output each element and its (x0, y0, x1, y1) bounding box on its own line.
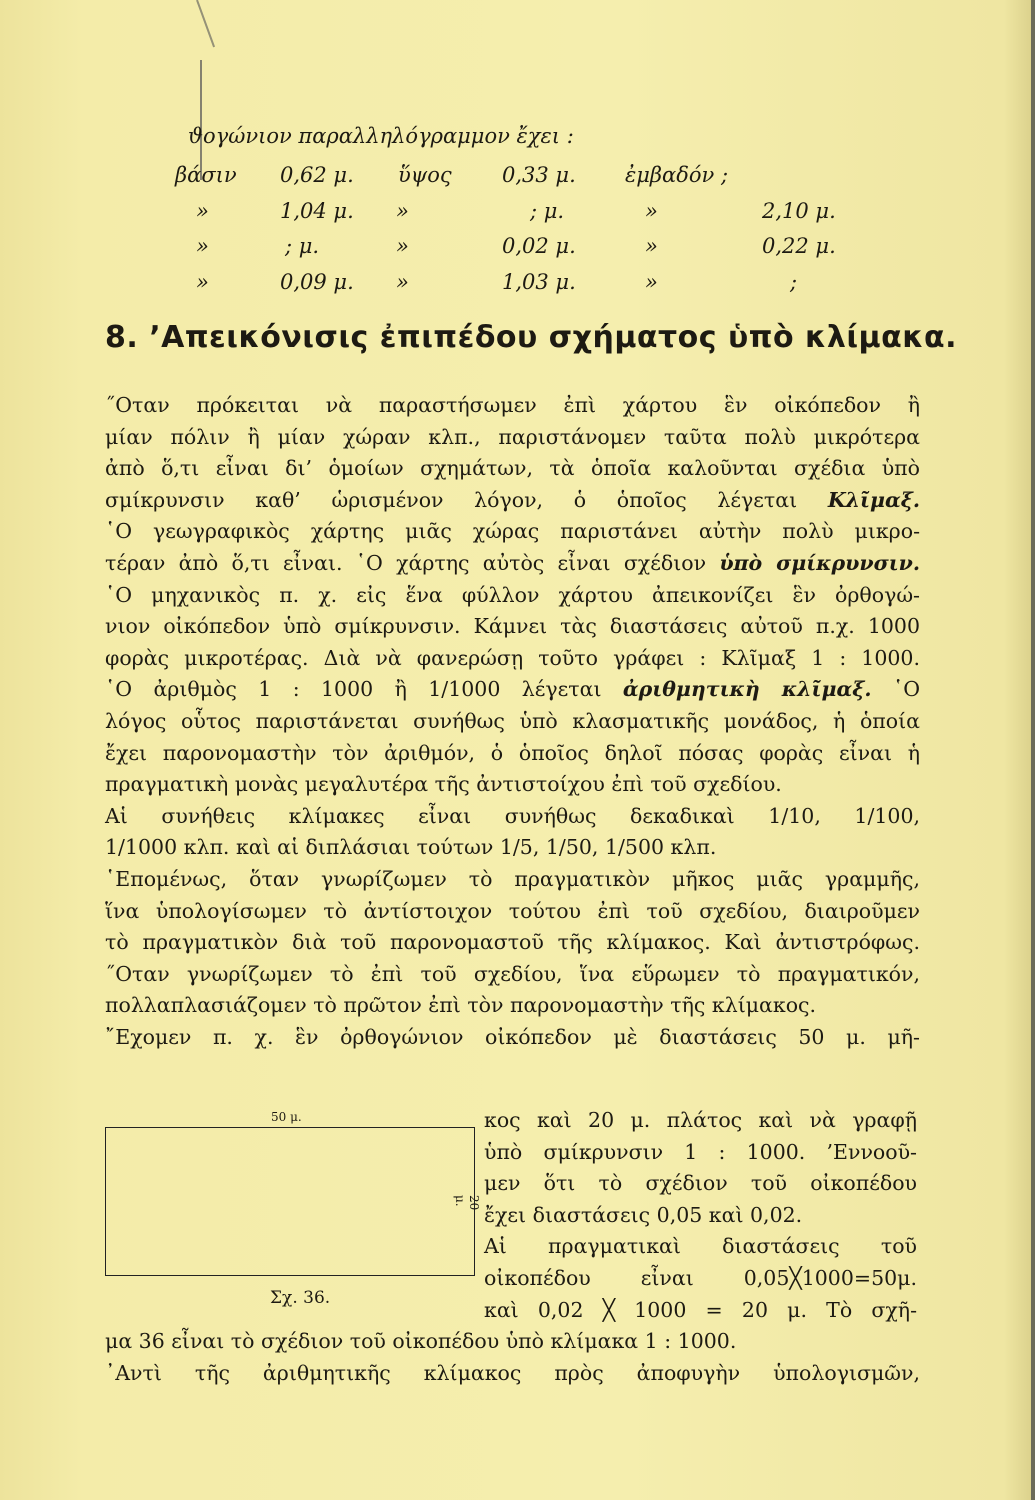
text-line: φορὰς μικροτέρας. Διὰ νὰ φανερώσῃ τοῦτο γράφει : Κλῖμαξ 1 : 1000. (105, 645, 920, 670)
table-cell: ; μ. (530, 199, 565, 223)
text-line: μεν ὅτι τὸ σχέδιον τοῦ οἰκοπέδου (484, 1171, 917, 1196)
body-text (105, 390, 920, 1053)
table-cell: 2,10 μ. (762, 199, 836, 223)
table-cell: 0,09 μ. (280, 270, 354, 294)
text-line: κος καὶ 20 μ. πλάτος καὶ νὰ γραφῇ (484, 1108, 917, 1132)
text-line: πραγματικὴ μονὰς μεγαλυτέρα τῆς ἀντιστοίχου ἐπὶ τοῦ σχεδίου. (105, 772, 782, 797)
table-cell: ὕψος (398, 163, 452, 187)
table-cell: βάσιν (175, 163, 237, 187)
figure-side-text (484, 1105, 917, 1326)
table-cell: » (396, 270, 409, 294)
table-cell: » (396, 199, 409, 223)
table-cell: » (196, 270, 209, 294)
table-cell: 1,04 μ. (280, 199, 354, 223)
text-line: ἔχει διαστάσεις 0,05 καὶ 0,02. (484, 1202, 803, 1227)
text-line: τὸ πραγματικὸν διὰ τοῦ παρονομαστοῦ τῆς κλίμακος. Καὶ ἀντιστρόφως. (105, 930, 920, 955)
text-line: τέραν ἀπὸ ὅ,τι εἶναι. ῾Ο χάρτης αὐτὸς εἶναι σχέδιον ὑπὸ σμίκρυνσιν. (105, 550, 920, 575)
text-line: Αἱ συνήθεις κλίμακες εἶναι συνήθως δεκαδικαὶ 1/10, 1/100, (105, 803, 920, 828)
text-line: οἰκοπέδου εἶναι 0,05╳1000=50μ. (484, 1265, 917, 1290)
text-line: ἵνα ὑπολογίσωμεν τὸ ἀντίστοιχον τούτου ἐπὶ τοῦ σχεδίου, διαιροῦμεν (105, 898, 920, 923)
plot-rectangle (105, 1127, 475, 1276)
text-line: ἔχει παρονομαστὴν τὸν ἀριθμόν, ὁ ὁποῖος δηλοῖ πόσας φορὰς εἶναι ἡ (105, 740, 920, 765)
text-line: σμίκρυνσιν καθ’ ὡρισμένον λόγον, ὁ ὁποῖος λέγεται Κλῖμαξ. (105, 487, 920, 512)
table-cell: 0,22 μ. (762, 234, 836, 258)
paper-fold-mark (200, 60, 202, 180)
text-line: ˝Οταν γνωρίζωμεν τὸ ἐπὶ τοῦ σχεδίου, ἵνα εὕρωμεν τὸ πραγματικόν, (105, 961, 920, 986)
text-line: νιον οἰκόπεδον ὑπὸ σμίκρυνσιν. Κάμνει τὰς διαστάσεις αὐτοῦ π.χ. 1000 (105, 614, 920, 639)
table-cell: 0,62 μ. (280, 163, 354, 187)
table-cell: » (196, 234, 209, 258)
table-cell: » (645, 199, 658, 223)
text-line: λόγος οὗτος παριστάνεται συνήθως ὑπὸ κλασματικῆς μονάδος, ἡ ὁποία (105, 708, 920, 733)
table-header: ϑογώνιον παραλληλόγραμμον ἔχει : (188, 124, 574, 148)
text-line: ῾Ο γεωγραφικὸς χάρτης μιᾶς χώρας παριστάνει αὐτὴν πολὺ μικρο- (105, 519, 920, 544)
text-line: ῾Επομένως, ὅταν γνωρίζωμεν τὸ πραγματικὸν μῆκος μιᾶς γραμμῆς, (105, 866, 920, 891)
table-cell: ; (790, 270, 798, 294)
text-line: Αἱ πραγματικαὶ διαστάσεις τοῦ (484, 1234, 917, 1259)
text-line: ˝Οταν πρόκειται νὰ παραστήσωμεν ἐπὶ χάρτου ἓν οἰκόπεδον ἢ (105, 393, 920, 417)
table-cell: » (196, 199, 209, 223)
table-cell: » (396, 234, 409, 258)
figure-36 (105, 1110, 481, 1308)
text-line: ἀπὸ ὅ,τι εἶναι δι’ ὁμοίων σχημάτων, τὰ ὁποῖα καλοῦνται σχέδια ὑπὸ (105, 456, 920, 481)
table-cell: » (645, 234, 658, 258)
page-edge (1031, 0, 1035, 1500)
text-line: 1/1000 κλπ. καὶ αἱ διπλάσιαι τούτων 1/5, 1/50, 1/500 κλπ. (105, 835, 717, 860)
figure-height-label: 20 μ. (453, 1195, 481, 1211)
text-line: ῾Ο ἀριθμὸς 1 : 1000 ἢ 1/1000 λέγεται ἀριθμητικὴ κλῖμαξ. ῾Ο (105, 677, 920, 702)
final-text (105, 1326, 920, 1389)
text-line: πολλαπλασιάζομεν τὸ πρῶτον ἐπὶ τὸν παρονομαστὴν τῆς κλίμακος. (105, 993, 817, 1018)
text-line: ᾽Αντὶ τῆς ἀριθμητικῆς κλίμακος πρὸς ἀποφυγὴν ὑπολογισμῶν, (105, 1360, 920, 1385)
text-line: ὑπὸ σμίκρυνσιν 1 : 1000. ’Εννοοῦ- (484, 1139, 917, 1164)
text-line: ῾Ο μηχανικὸς π. χ. εἰς ἕνα φύλλον χάρτου ἀπεικονίζει ἓν ὀρθογώ- (105, 582, 920, 607)
text-line: μα 36 εἶναι τὸ σχέδιον τοῦ οἰκοπέδου ὑπὸ κλίμακα 1 : 1000. (105, 1329, 737, 1353)
table-cell: 1,03 μ. (502, 270, 576, 294)
section-heading: 8. ’Απεικόνισις ἐπιπέδου σχήματος ὑπὸ κλίμακα. (105, 320, 958, 355)
table-cell: » (645, 270, 658, 294)
table-cell: ; μ. (285, 234, 320, 258)
figure-width-label: 50 μ. (271, 1110, 302, 1124)
text-line: καὶ 0,02 ╳ 1000 = 20 μ. Τὸ σχῆ- (484, 1297, 917, 1322)
table-cell: 0,33 μ. (502, 163, 576, 187)
text-line: μίαν πόλιν ἢ μίαν χώραν κλπ., παριστάνομεν ταῦτα πολὺ μικρότερα (105, 424, 920, 449)
text-line: ῎Εχομεν π. χ. ἓν ὀρθογώνιον οἰκόπεδον μὲ διαστάσεις 50 μ. μῆ- (105, 1024, 920, 1049)
table-cell: ἐμβαδόν ; (625, 163, 729, 187)
table-cell: 0,02 μ. (502, 234, 576, 258)
figure-caption: Σχ. 36. (270, 1288, 331, 1308)
